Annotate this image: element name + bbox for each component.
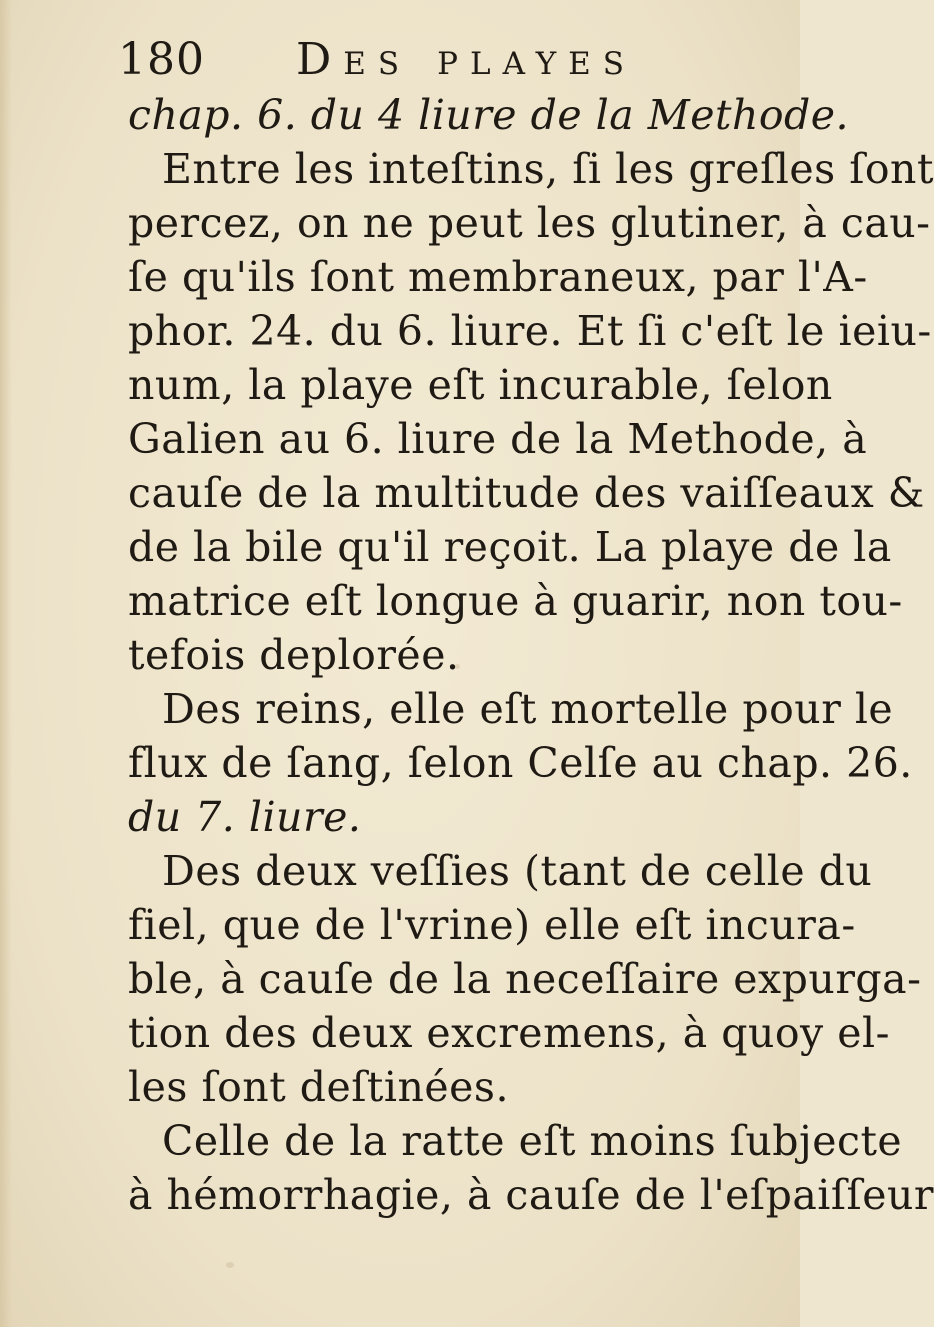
page-header	[118, 30, 740, 90]
text-line: chap. 6. du 4 liure de la Methode.	[128, 91, 850, 139]
text-line: percez, on ne peut les glutiner, à cau-	[128, 199, 931, 247]
running-head: Des playes	[296, 34, 637, 85]
text-line: num, la playe eſt incurable, ſelon	[128, 361, 833, 409]
text-line: tefois deplorée.	[128, 631, 460, 679]
text-line: ſe qu'ils ſont membraneux, par l'A-	[128, 253, 868, 301]
page-number: 180	[118, 34, 205, 85]
text-line: phor. 24. du 6. liure. Et ſi c'eſt le ieiu-	[128, 307, 932, 355]
text-line: ble, à cauſe de la neceſſaire expurga-	[128, 955, 922, 1003]
text-line: à hémorrhagie, à cauſe de l'eſpaiſſeur	[128, 1171, 934, 1219]
text-line: les ſont deſtinées.	[128, 1063, 510, 1111]
text-line: du 7. liure.	[128, 793, 362, 841]
text-line: matrice eſt longue à guarir, non tou-	[128, 577, 903, 625]
text-line: de la bile qu'il reçoit. La playe de la	[128, 523, 892, 571]
text-line: Galien au 6. liure de la Methode, à	[128, 415, 868, 463]
text-line: Des reins, elle eſt mortelle pour le	[162, 685, 894, 733]
text-line: Entre les inteſtins, ſi les greſles ſont	[162, 145, 934, 193]
text-line: cauſe de la multitude des vaiſſeaux &	[128, 469, 925, 517]
text-line: Des deux veſſies (tant de celle du	[162, 847, 873, 895]
text-line: flux de ſang, ſelon Celſe au chap. 26.	[128, 739, 913, 787]
text-line: Celle de la ratte eſt moins ſubjecte	[162, 1117, 903, 1165]
text-line: fiel, que de l'vrine) elle eſt incura-	[128, 901, 856, 949]
text-line: tion des deux excremens, à quoy el-	[128, 1009, 890, 1057]
ink-speck	[226, 1262, 234, 1268]
body-text	[128, 88, 934, 1222]
